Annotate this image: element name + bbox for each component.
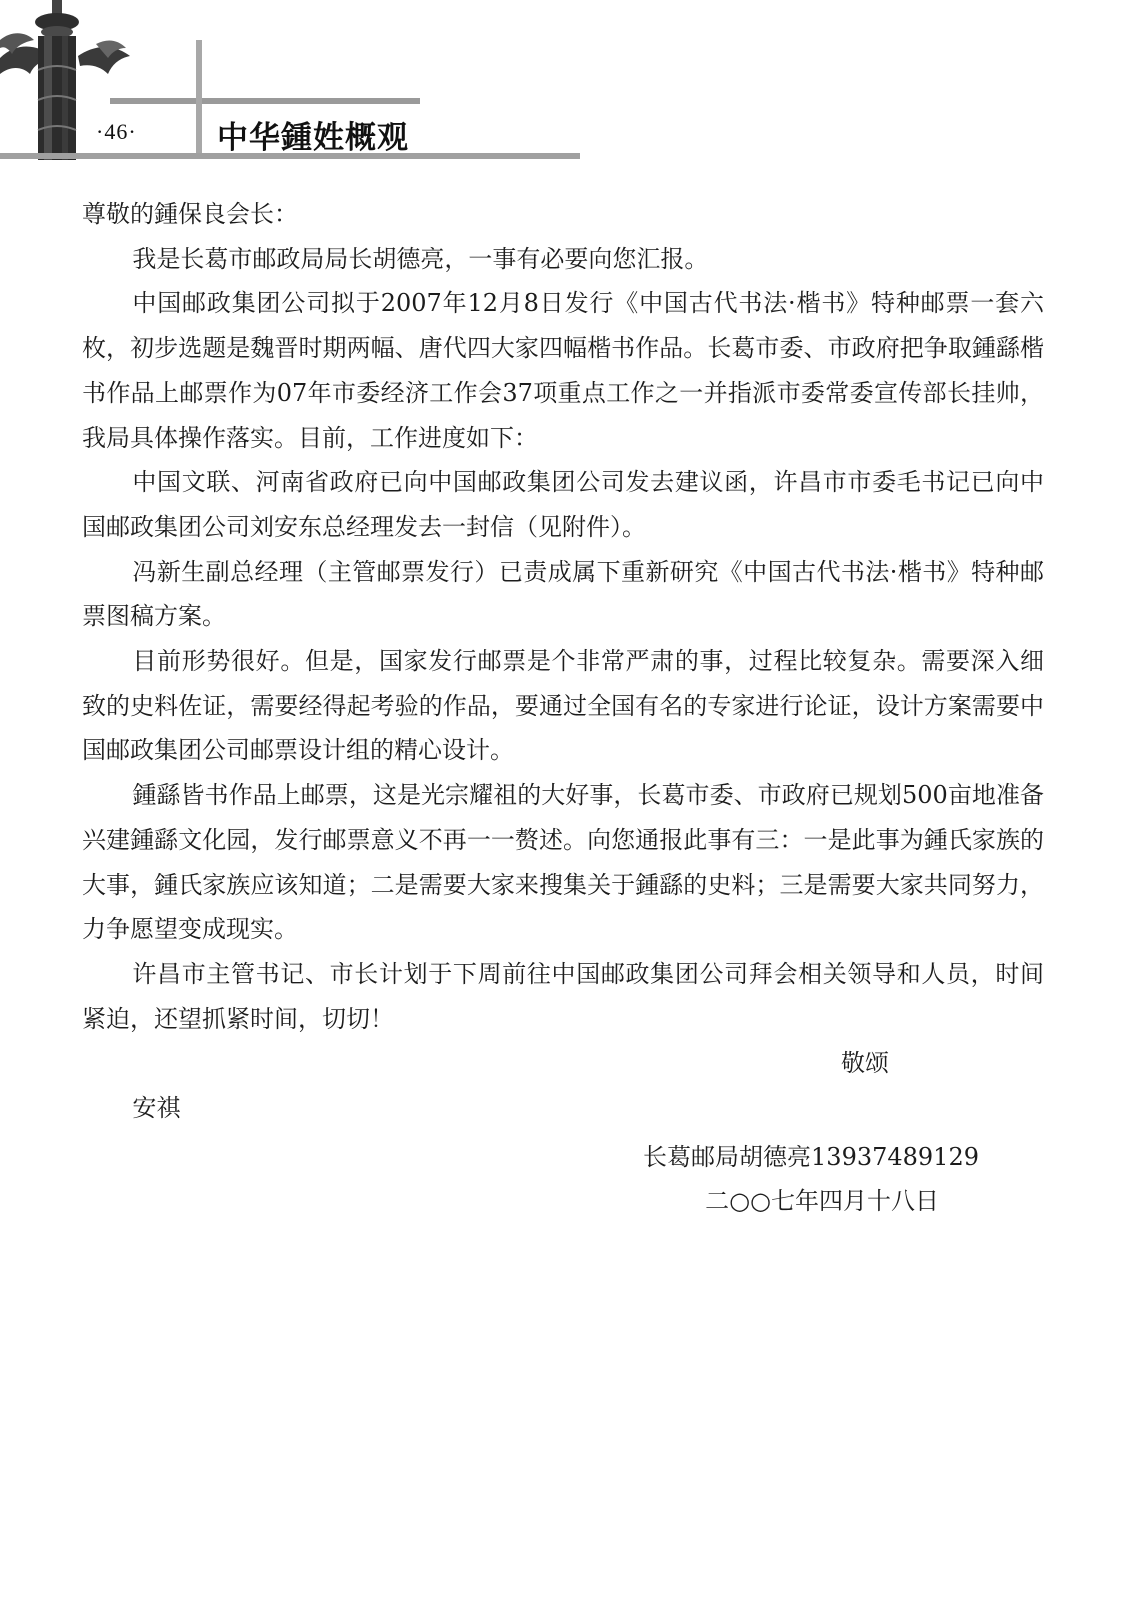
- book-title: 中华鍾姓概观: [217, 120, 409, 156]
- page-number: ·46·: [96, 119, 137, 144]
- header-rule-top: [110, 98, 420, 104]
- letter-paragraph: 我是长葛市邮政局局长胡德亮，一事有必要向您汇报。: [132, 244, 709, 273]
- letter-date: 二○○七年四月十八日: [705, 1187, 939, 1216]
- letter-closing-wishes: 安祺: [132, 1094, 181, 1123]
- letter-paragraph: 中国邮政集团公司拟于2007年12月8日发行《中国古代书法·楷书》特种邮票一套六枚，初步选题是魏晋时期两幅、唐代四大家四幅楷书作品。长葛市委、市政府把争取鍾繇楷书作品上邮票作为07年市委经济工作会37项重点工作之一并指派市委常委宣传部长挂帅，我局具体操作落实。目前，工作进度如下：: [82, 289, 1044, 452]
- letter-paragraph: 鍾繇皆书作品上邮票，这是光宗耀祖的大好事，长葛市委、市政府已规划500亩地准备兴建鍾繇文化园，发行邮票意义不再一一赘述。向您通报此事有三：一是此事为鍾氏家族的大事，鍾氏家族应该知道；二是需要大家来搜集关于鍾繇的史料；三是需要大家共同努力，力争愿望变成现实。: [82, 781, 1044, 944]
- letter-paragraph: 目前形势很好。但是，国家发行邮票是个非常严肃的事，过程比较复杂。需要深入细致的史料佐证，需要经得起考验的作品，要通过全国有名的专家进行论证，设计方案需要中国邮政集团公司邮票设计组的精心设计。: [82, 647, 1044, 765]
- page-header: [0, 0, 1137, 170]
- letter-paragraph: 冯新生副总经理（主管邮票发行）已责成属下重新研究《中国古代书法·楷书》特种邮票图稿方案。: [82, 557, 1044, 631]
- letter-body: [82, 192, 1044, 1224]
- header-rule-vertical: [196, 40, 202, 158]
- letter-closing-respectfully: 敬颂: [841, 1049, 889, 1078]
- letter-paragraph: 中国文联、河南省政府已向中国邮政集团公司发去建议函，许昌市市委毛书记已向中国邮政集团公司刘安东总经理发去一封信（见附件）。: [82, 468, 1044, 541]
- letter-paragraph: 许昌市主管书记、市长计划于下周前往中国邮政集团公司拜会相关领导和人员，时间紧迫，还望抓紧时间，切切！: [82, 959, 1044, 1033]
- letter-signature: 长葛邮局胡德亮13937489129: [643, 1142, 979, 1171]
- letter-salutation: 尊敬的鍾保良会长：: [82, 200, 298, 228]
